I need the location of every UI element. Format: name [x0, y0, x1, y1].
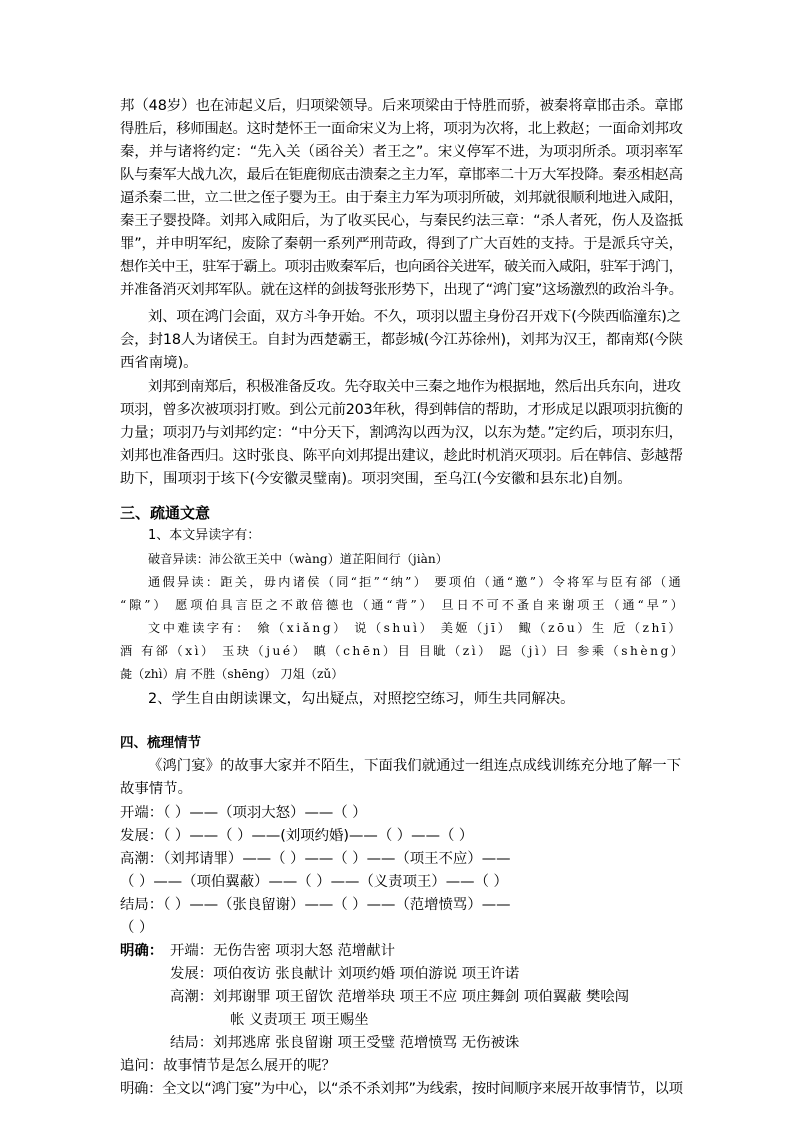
text-line: 罪”，并申明军纪，废除了秦朝一系列严刑苛政，得到了广大百姓的支持。于是派兵守关，	[120, 236, 683, 252]
text-line: 刘邦也准备西归。这时张良、陈平向刘邦提出建议，趁此时机消灭项羽。后在韩信、彭越帮	[120, 448, 683, 464]
followup-question: 追问：故事情节是怎么展开的呢？	[120, 1058, 336, 1074]
text-line: 项羽，曾多次被项羽打败。到公元前203年秋，得到韩信的帮助，才形成足以跟项羽抗衡的	[120, 402, 683, 418]
text-line: 《鸿门宴》的故事大家并不陌生，下面我们就通过一组连点成线训练充分地了解一下	[148, 758, 682, 774]
text-line: 得胜后，移师围赵。这时楚怀王一面命宋义为上将，项羽为次将，北上救赵；一面命刘邦攻	[120, 121, 683, 137]
text-line: 队与秦军大战九次，最后在钜鹿彻底击溃秦之主力军，章邯率二十万大军投降。秦丞相赵高	[120, 167, 683, 183]
text-line: 刘邦到南郑后，积极准备反攻。先夺取关中三秦之地作为根据地，然后出兵东向，进攻	[148, 379, 681, 395]
item-label: 1、本文异读字有：	[148, 528, 261, 543]
text-line: 破音异读：沛公欲王关中（wàng）道芷阳间行（jiàn）	[148, 552, 448, 566]
text-line: 秦王子婴投降。刘邦入咸阳后，为了收买民心，与秦民约法三章：“杀人者死，伤人及盗抵	[120, 213, 683, 229]
item-text: 2、学生自由朗读课文，勾出疑点，对照挖空练习，师生共同解决。	[148, 691, 575, 707]
text-line: 故事情节。	[120, 781, 192, 797]
plot-gaochao-cont: （ ）——（项伯翼蔽）——（ ）——（义责项王）——（ ）	[120, 874, 508, 890]
text-line: 想作关中王，驻军于霸上。项羽击败秦军后，也向函谷关进军，破关而入咸阳，驻军于鸿门，	[120, 259, 683, 275]
text-line: 西省南境)。	[120, 355, 198, 371]
plot-kaiduan: 开端：（ ）——（项羽大怒）——（ ）	[120, 805, 367, 821]
plot-jieju-cont: （ ）	[120, 920, 154, 936]
text-line: 逼杀秦二世，立二世之侄子婴为王。由于秦主力军为项羽所破，刘邦就很顺利地进入咸阳，	[120, 190, 683, 206]
text-line: 秦，并与诸将约定：“先入关（函谷关）者王之”。宋义停军不进，为项羽所杀。项羽率军	[120, 144, 684, 160]
text-line: 文中难读字有： 飨（xiǎng） 说（shuì） 美姬（jī） 鲰（zōu）生 卮（zhī）	[148, 621, 683, 635]
section-heading: 三、疏通文意	[120, 504, 211, 522]
text-line: 彘（zhì）肩 不胜（shēng） 刀俎（zǔ）	[120, 667, 344, 681]
text-line: 助下，围项羽于垓下(今安徽灵璧南)。项羽突围，至乌江(今安徽和县东北)自刎。	[120, 471, 632, 487]
answer-jieju: 结局：刘邦逃席 张良留谢 项王受璧 范增愤骂 无伤被诛	[170, 1035, 520, 1051]
answer-gaochao-cont: 帐 义责项王 项王赐坐	[230, 1012, 369, 1028]
text-line: 会，封18人为诸侯王。自封为西楚霸王，都彭城(今江苏徐州)，刘邦为汉王，都南郑(今陕	[120, 332, 683, 348]
plot-fazhan: 发展：（ ）——（ ）——(刘项约婚)——（ ）——（ ）	[120, 828, 474, 844]
text-line: 力量；项羽乃与刘邦约定：“中分天下，割鸿沟以西为汉，以东为楚。”定约后，项羽东归，	[120, 425, 683, 441]
answer-kaiduan: 开端：无伤告密 项羽大怒 范增献计	[170, 943, 396, 959]
text-line: 邦（48岁）也在沛起义后，归项梁领导。后来项梁由于恃胜而骄，被秦将章邯击杀。章邯	[120, 98, 683, 114]
answer-label: 明确：	[120, 943, 164, 959]
plot-gaochao: 高潮：（刘邦请罪）——（ ）——（ ）——（项王不应）——	[120, 851, 511, 867]
text-line: 并准备消灭刘邦军队。就在这样的剑拔弩张形势下，出现了“鸿门宴”这场激烈的政治斗争。	[120, 282, 683, 298]
plot-jieju: 结局：（ ）——（张良留谢）——（ ）——（范增愤骂）——	[120, 897, 511, 913]
followup-answer: 明确：全文以“鸿门宴”为中心，以“杀不杀刘邦”为线索，按时间顺序来展开故事情节，以项	[120, 1081, 683, 1097]
text-line: 通假异读：距关，毋内诸侯（同“拒”“纳”） 要项伯（通“邀”）令将军与臣有郤（通	[148, 575, 683, 589]
answer-gaochao: 高潮：刘邦谢罪 项王留饮 范增举玦 项王不应 项庄舞剑 项伯翼蔽 樊哙闯	[170, 989, 630, 1005]
text-line: 酒 有郤（xì） 玉玦（jué） 瞋（chēn）目 目眦（zì） 跽（jì）曰 参乘（shèng）	[120, 644, 686, 658]
text-line: “隙”） 愿项伯具言臣之不敢倍德也（通“背”） 旦日不可不蚤自来谢项王（通“早”）	[120, 598, 686, 612]
section-heading: 四、梳理情节	[120, 735, 201, 751]
text-line: 刘、项在鸿门会面，双方斗争开始。不久，项羽以盟主身份召开戏下(今陕西临潼东)之	[148, 309, 681, 325]
answer-fazhan: 发展：项伯夜访 张良献计 刘项约婚 项伯游说 项王许诺	[170, 966, 520, 982]
